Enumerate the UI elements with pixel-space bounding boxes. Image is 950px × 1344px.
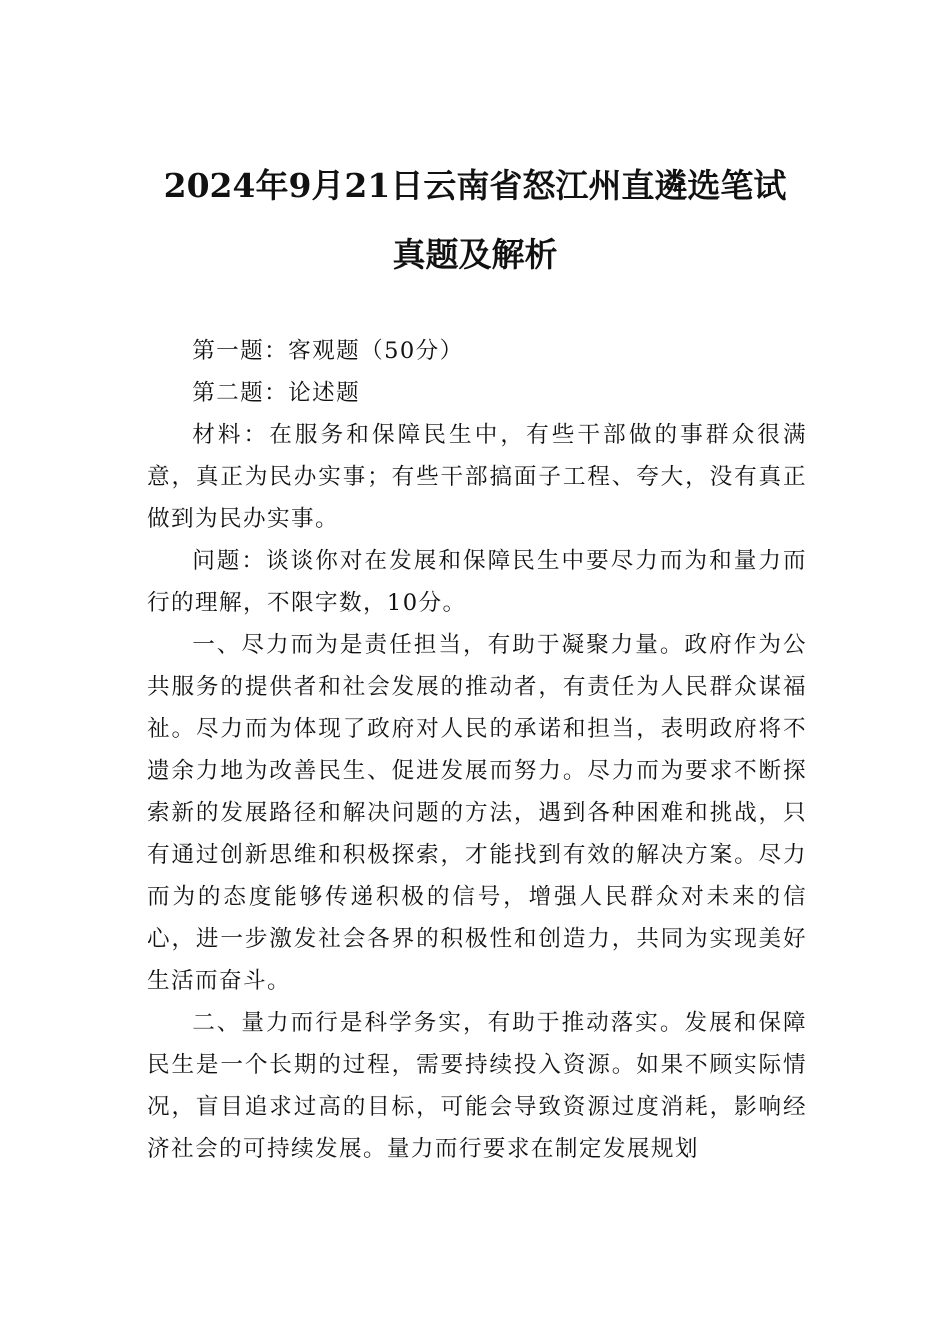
document-title-line-1: 2024年9月21日云南省怒江州直遴选笔试	[163, 166, 787, 205]
material-paragraph: 材料：在服务和保障民生中，有些干部做的事群众很满意，真正为民办实事；有些干部搞面子工程、夸大，没有真正做到为民办实事。	[147, 422, 807, 532]
document-title-line-2: 真题及解析	[392, 235, 558, 274]
section-objective: 第一题：客观题（50分）	[192, 338, 464, 364]
section-essay: 第二题：论述题	[192, 380, 361, 406]
answer-point-1: 一、尽力而为是责任担当，有助于凝聚力量。政府作为公共服务的提供者和社会发展的推动者，有责任为人民群众谋福祉。尽力而为体现了政府对人民的承诺和担当，表明政府将不遗余力地为改善民生、促进发展而努力。尽力而为要求不断探索新的发展路径和解决问题的方法，遇到各种困难和挑战，只有通过创新思维和积极探索，才能找到有效的解决方案。尽力而为的态度能够传递积极的信号，增强人民群众对未来的信心，进一步激发社会各界的积极性和创造力，共同为实现美好生活而奋斗。	[147, 632, 807, 994]
answer-point-2: 二、量力而行是科学务实，有助于推动落实。发展和保障民生是一个长期的过程，需要持续投入资源。如果不顾实际情况，盲目追求过高的目标，可能会导致资源过度消耗，影响经济社会的可持续发展。量力而行要求在制定发展规划	[147, 1010, 807, 1162]
question-paragraph: 问题：谈谈你对在发展和保障民生中要尽力而为和量力而行的理解，不限字数，10分。	[147, 548, 807, 616]
document-body	[147, 330, 807, 1170]
